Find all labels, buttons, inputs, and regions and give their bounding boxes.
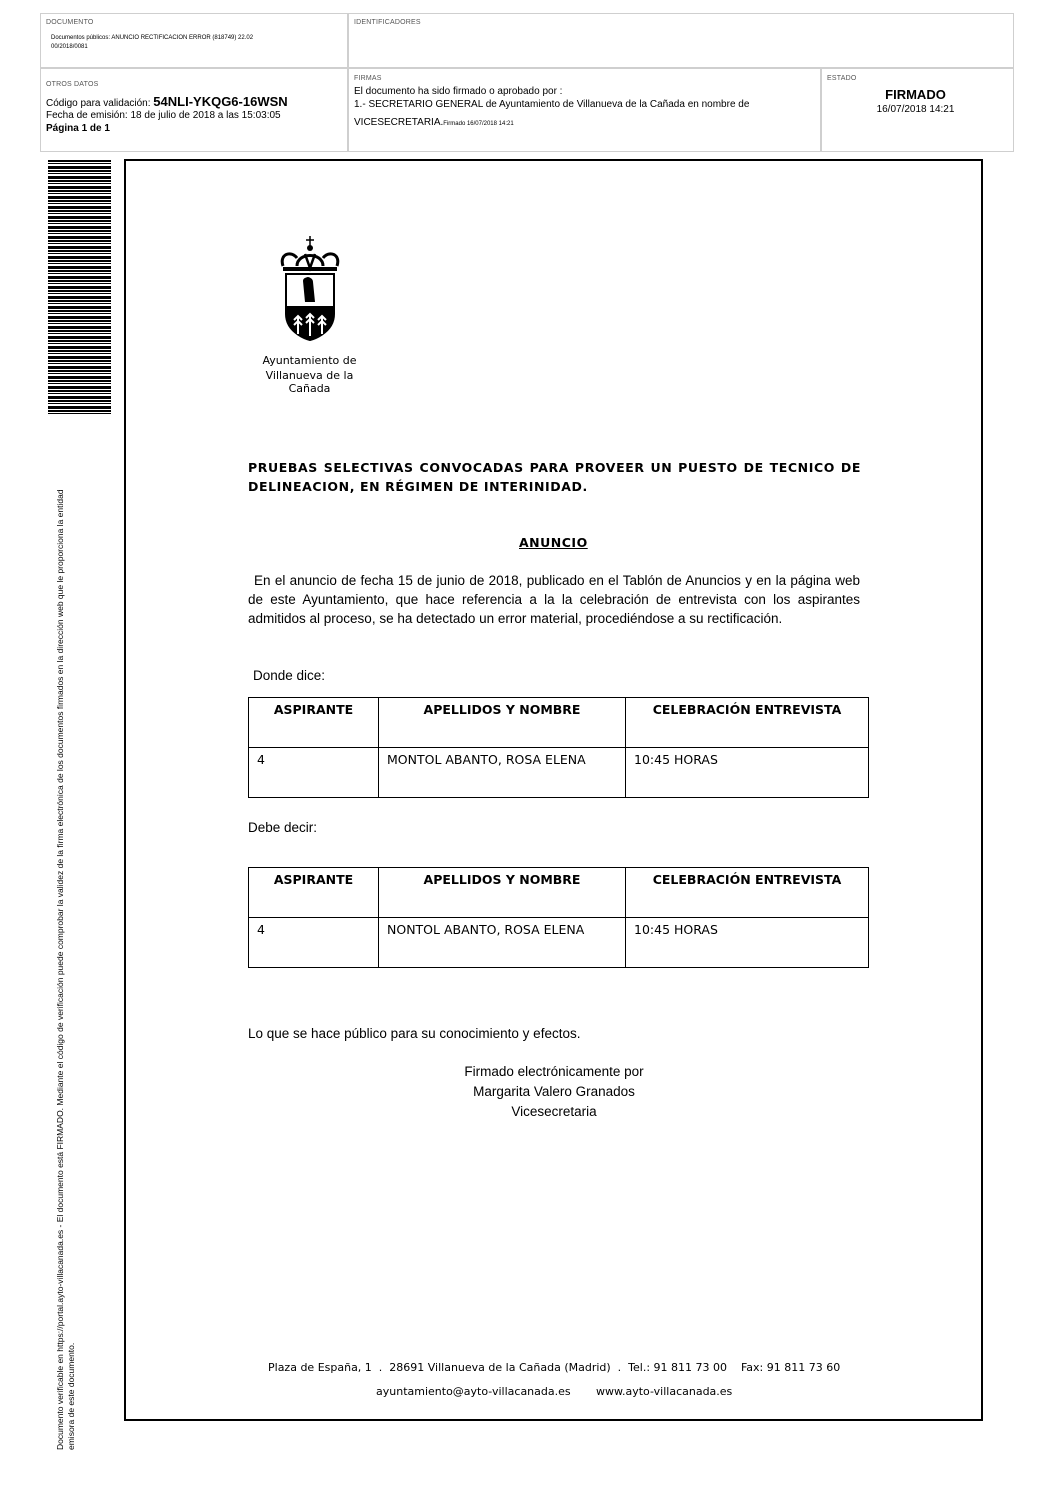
cell-hora: 10:45 HORAS: [626, 748, 869, 798]
closing-text: Lo que se hace público para su conocimiento y efectos.: [248, 1026, 581, 1041]
header-documento-box: [40, 13, 348, 68]
firmas-label: FIRMAS: [354, 75, 382, 82]
signature-line2: Margarita Valero Granados: [473, 1084, 635, 1099]
barcode: [48, 160, 111, 415]
header-celebracion: CELEBRACIÓN ENTREVISTA: [626, 868, 869, 918]
table-row: [249, 748, 869, 798]
firmas-line2: 1.- SECRETARIO GENERAL de Ayuntamiento de Villanueva de la Cañada en nombre de: [354, 99, 750, 110]
firmas-line3b: Firmado 16/07/2018 14:21: [443, 121, 514, 127]
signature-line1: Firmado electrónicamente por: [464, 1064, 644, 1079]
document-title: PRUEBAS SELECTIVAS CONVOCADAS PARA PROVEER UN PUESTO DE TECNICO DE DELINEACION, EN RÉGIMEN DE INTERINIDAD.: [248, 460, 861, 494]
logo-line1: Ayuntamiento de: [262, 354, 357, 367]
footer-address: Plaza de España, 1 . 28691 Villanueva de la Cañada (Madrid) . Tel.: 91 811 73 00 Fax: 91 811 73 60: [268, 1361, 841, 1374]
header-aspirante: ASPIRANTE: [249, 698, 379, 748]
side-text-line1: Documento verificable en https://portal.ayto-villacanada.es - El documento está FIRMADO. Mediante el código de verificación puede comprobar la validez de la firma electrónica de los documentos firmados en la dirección web que le proporciona la entidad: [55, 489, 65, 1450]
otros-label: OTROS DATOS: [46, 81, 99, 88]
pagina: Página 1 de 1: [46, 123, 110, 134]
estado-label: ESTADO: [827, 75, 857, 82]
codigo-label: Código para validación:: [46, 98, 151, 109]
header-otros-box: [40, 68, 348, 152]
cell-aspirante: 4: [249, 748, 379, 798]
coat-of-arms-logo: [275, 236, 345, 346]
body-paragraph: En el anuncio de fecha 15 de junio de 2018, publicado en el Tablón de Anuncios y en la página web de este Ayuntamiento, que hace referencia a la la celebración de entrevista con los aspirantes admitidos al proceso, se ha detectado un error material, procediéndose a su rectificación.: [248, 573, 860, 626]
documento-value2: 00/2018/0081: [51, 44, 88, 50]
header-aspirante: ASPIRANTE: [249, 868, 379, 918]
header-estado-box: [821, 68, 1014, 152]
header-firmas-box: [348, 68, 821, 152]
codigo-line: [46, 94, 288, 109]
footer-web: www.ayto-villacanada.es: [596, 1385, 733, 1398]
anuncio-heading: ANUNCIO: [519, 535, 588, 550]
identificadores-label: IDENTIFICADORES: [354, 19, 421, 26]
header-identificadores-box: [348, 13, 1014, 68]
logo-line2: Villanueva de la Cañada: [265, 369, 354, 395]
fecha-emision: Fecha de emisión: 18 de julio de 2018 a las 15:03:05: [46, 110, 281, 121]
firmas-line3a: VICESECRETARIA.: [354, 117, 444, 128]
signature-line3: Vicesecretaria: [511, 1104, 597, 1119]
header-apellidos: APELLIDOS Y NOMBRE: [379, 698, 626, 748]
footer-email: ayuntamiento@ayto-villacanada.es: [376, 1385, 571, 1398]
codigo-value: 54NLI-YKQG6-16WSN: [153, 94, 288, 109]
firmas-line3: [354, 112, 514, 130]
table-header-row: [249, 868, 869, 918]
firmas-line1: El documento ha sido firmado o aprobado por :: [354, 86, 563, 97]
header-apellidos: APELLIDOS Y NOMBRE: [379, 868, 626, 918]
estado-date: 16/07/2018 14:21: [876, 104, 955, 115]
cell-nombre: NONTOL ABANTO, ROSA ELENA: [379, 918, 626, 968]
table-debe-decir: [248, 867, 869, 968]
donde-dice-label: Donde dice:: [253, 668, 326, 683]
side-text-line2: emisora de este documento.: [66, 1342, 76, 1450]
table-donde-dice: [248, 697, 869, 798]
header-celebracion: CELEBRACIÓN ENTREVISTA: [626, 698, 869, 748]
table-header-row: [249, 698, 869, 748]
documento-label: DOCUMENTO: [46, 19, 94, 26]
table-row: [249, 918, 869, 968]
cell-nombre: MONTOL ABANTO, ROSA ELENA: [379, 748, 626, 798]
estado-value: FIRMADO: [885, 87, 946, 102]
documento-value: Documentos públicos: ANUNCIO RECTIFICACION ERROR (818749) 22.02: [51, 35, 254, 41]
cell-hora: 10:45 HORAS: [626, 918, 869, 968]
debe-decir-label: Debe decir:: [248, 820, 318, 835]
verification-side-text: [55, 440, 77, 1450]
signature-block: [404, 1062, 704, 1122]
cell-aspirante: 4: [249, 918, 379, 968]
